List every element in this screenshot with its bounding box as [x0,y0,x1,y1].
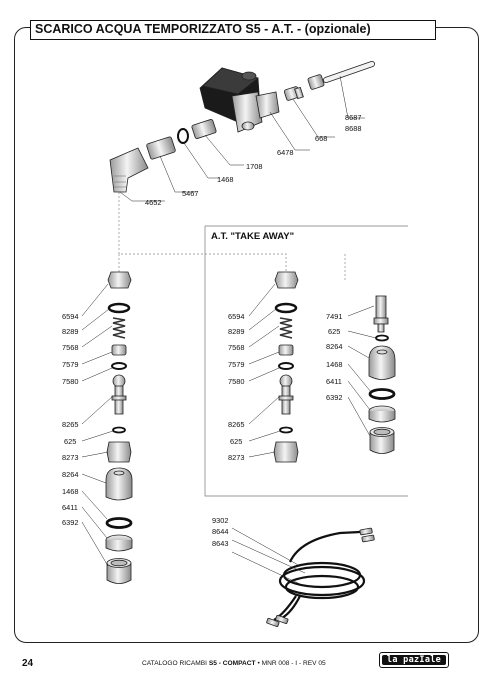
brand-logo-text: la pazIale [382,655,446,665]
part-number-8688: 8688 [345,124,362,133]
part-number-1468: 1468 [217,175,234,184]
page-number: 24 [22,658,34,669]
part-number-cable-9302: 9302 [212,516,229,525]
part-number-mid-6594: 6594 [228,312,245,321]
part-number-cable-8644: 8644 [212,527,229,536]
left-column-parts [106,272,132,584]
part-number-4652: 4652 [145,198,162,207]
part-number-8687: 8687 [345,113,362,122]
takeaway-section-title: A.T. "TAKE AWAY" [211,231,295,242]
footer-ref: • MNR 008 - I - REV 05 [257,660,326,667]
part-number-6478: 6478 [277,148,294,157]
footer-catalog: CATALOGO RICAMBI [142,660,207,667]
part-number-mid-7579: 7579 [228,360,245,369]
part-number-left-625: 625 [64,437,77,446]
part-number-1708: 1708 [246,162,263,171]
part-number-mid-7568: 7568 [228,343,245,352]
part-number-mid-7580: 7580 [228,377,245,386]
part-number-mid-8289: 8289 [228,327,245,336]
page-title: SCARICO ACQUA TEMPORIZZATO S5 - A.T. - (opzionale) [30,20,436,40]
footer-catalog-reference [142,660,326,667]
part-number-right-7491: 7491 [326,312,343,321]
electrical-cable [274,532,364,620]
part-number-left-6411: 6411 [62,503,78,512]
part-number-left-8289: 8289 [62,327,79,336]
middle-column-parts [274,272,298,462]
part-number-left-6392: 6392 [62,518,79,527]
part-number-left-8273: 8273 [62,453,79,462]
part-number-left-6594: 6594 [62,312,79,321]
part-number-left-7568: 7568 [62,343,79,352]
part-number-left-8265: 8265 [62,420,79,429]
brand-logo [379,652,449,668]
part-number-cable-8643: 8643 [212,539,229,548]
part-number-left-7579: 7579 [62,360,79,369]
part-number-right-625: 625 [328,327,341,336]
part-number-mid-8273: 8273 [228,453,245,462]
part-number-right-6411: 6411 [326,377,342,386]
part-number-mid-625: 625 [230,437,243,446]
part-number-right-1468: 1468 [326,360,343,369]
part-number-668: 668 [315,134,328,143]
part-number-left-7580: 7580 [62,377,79,386]
leader-lines-middle [249,284,280,457]
part-number-right-8264: 8264 [326,342,343,351]
part-number-left-1468: 1468 [62,487,79,496]
part-number-left-8264: 8264 [62,470,79,479]
right-column-parts [369,296,395,454]
part-number-5467: 5467 [182,189,199,198]
part-number-mid-8265: 8265 [228,420,245,429]
footer-model: S5 - COMPACT [208,660,256,667]
part-number-right-6392: 6392 [326,393,343,402]
